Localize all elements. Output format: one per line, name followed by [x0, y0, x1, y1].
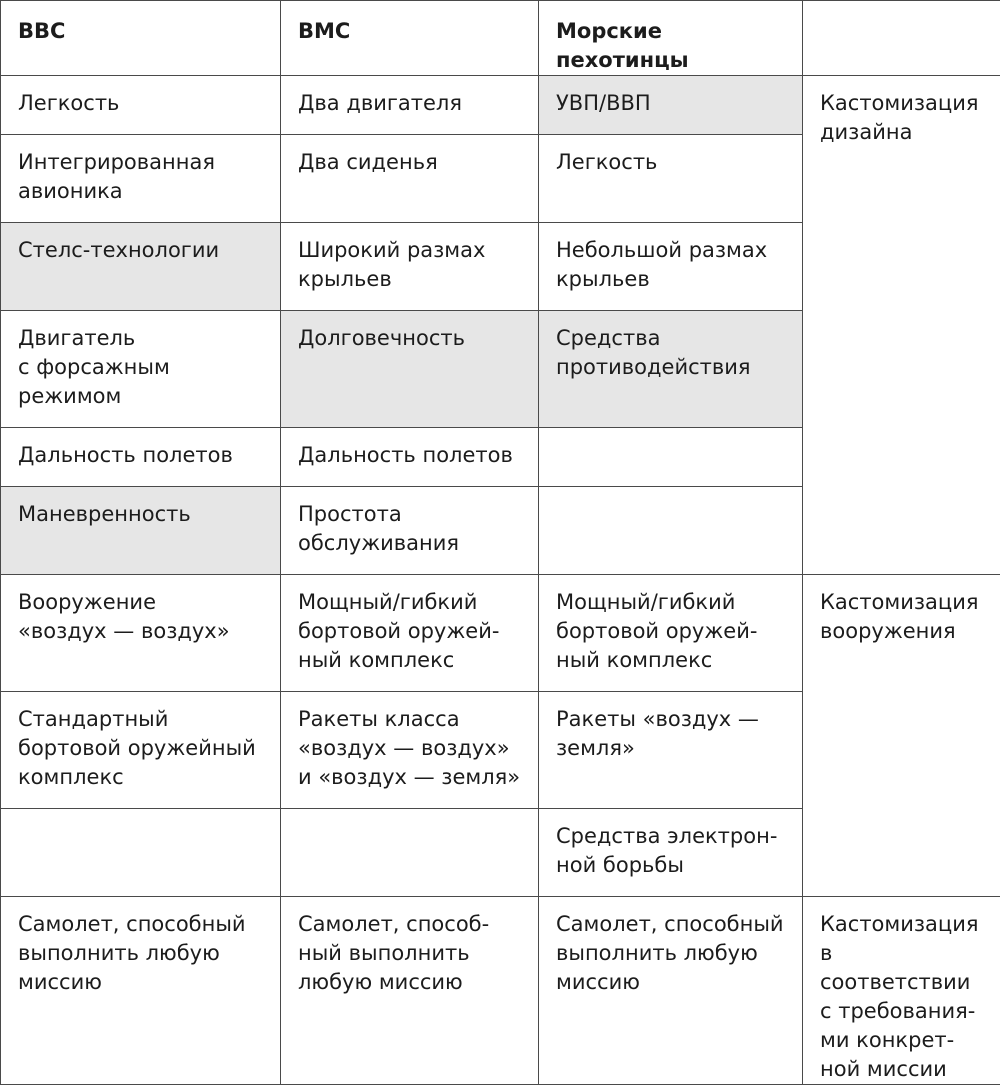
- cell-marines: Мощный/гибкий бортовой оружей- ный комплекс: [539, 575, 803, 692]
- cell-marines: Средства электрон- ной борьбы: [539, 809, 803, 897]
- cell-air-force: Маневренность: [1, 487, 281, 575]
- cell-air-force: Интегрированная авионика: [1, 135, 281, 223]
- weapons-customization-note: Кастомизация вооружения: [803, 575, 1000, 897]
- cell-navy: Простота обслуживания: [281, 487, 539, 575]
- cell-navy: Долговечность: [281, 311, 539, 428]
- header-marines: Морские пехотинцы: [539, 1, 803, 76]
- cell-air-force: Стандартный бортовой оружейный комплекс: [1, 692, 281, 809]
- cell-air-force: Вооружение «воздух — воздух»: [1, 575, 281, 692]
- mission-customization-note: Кастомизация в соответствии с требования- ми конкрет- ной миссии: [803, 897, 1000, 1085]
- cell-air-force: [1, 809, 281, 897]
- cell-marines: Небольшой размах крыльев: [539, 223, 803, 311]
- cell-air-force: Самолет, способный выполнить любую миссию: [1, 897, 281, 1085]
- cell-navy: Дальность полетов: [281, 428, 539, 487]
- table-row: [1, 575, 1000, 692]
- cell-marines: [539, 487, 803, 575]
- design-customization-note: Кастомизация дизайна: [803, 76, 1000, 575]
- header-row: [1, 1, 1000, 76]
- cell-marines: УВП/ВВП: [539, 76, 803, 135]
- cell-marines: Легкость: [539, 135, 803, 223]
- cell-navy: [281, 809, 539, 897]
- cell-navy: Ракеты класса «воздух — воздух» и «воздух — земля»: [281, 692, 539, 809]
- cell-navy: Широкий размах крыльев: [281, 223, 539, 311]
- cell-navy: Два двигателя: [281, 76, 539, 135]
- cell-air-force: Двигатель с форсажным режимом: [1, 311, 281, 428]
- header-navy: ВМС: [281, 1, 539, 76]
- cell-navy: Два сиденья: [281, 135, 539, 223]
- cell-navy: Мощный/гибкий бортовой оружей- ный комплекс: [281, 575, 539, 692]
- table-row: [1, 76, 1000, 135]
- cell-air-force: Дальность полетов: [1, 428, 281, 487]
- cell-navy: Самолет, способ- ный выполнить любую миссию: [281, 897, 539, 1085]
- mission-row: [1, 897, 1000, 1085]
- cell-marines: Самолет, способный выполнить любую миссию: [539, 897, 803, 1085]
- cell-marines: Ракеты «воздух — земля»: [539, 692, 803, 809]
- header-empty: [803, 1, 1000, 76]
- cell-air-force: Стелс-технологии: [1, 223, 281, 311]
- cell-marines: [539, 428, 803, 487]
- header-air-force: ВВС: [1, 1, 281, 76]
- cell-air-force: Легкость: [1, 76, 281, 135]
- cell-marines: Средства противодействия: [539, 311, 803, 428]
